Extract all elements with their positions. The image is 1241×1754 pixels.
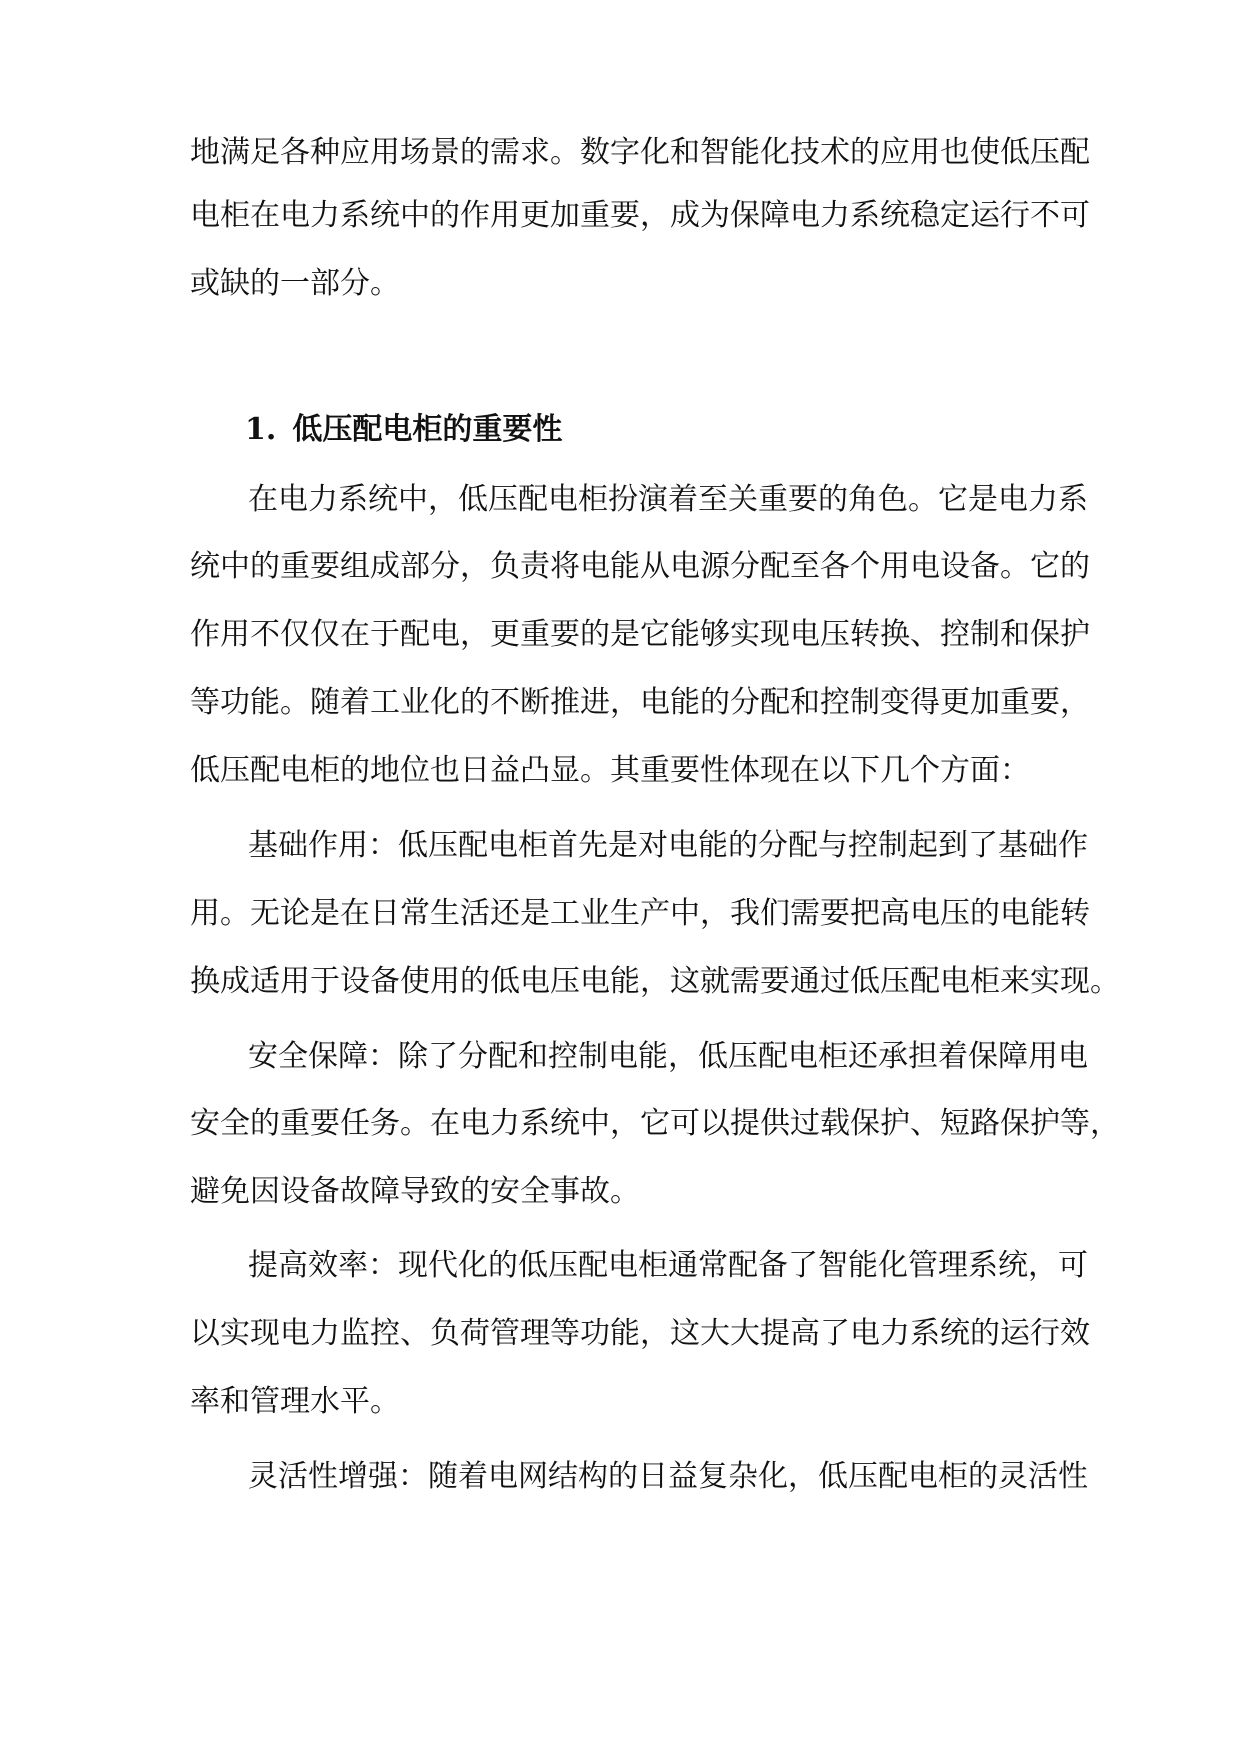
section-title: 低压配电柜的重要性 xyxy=(292,412,563,447)
paragraph-line: 以实现电力监控、负荷管理等功能，这大大提高了电力系统的运行效 xyxy=(190,1316,1090,1351)
paragraph-line: 等功能。随着工业化的不断推进，电能的分配和控制变得更加重要， xyxy=(190,685,1090,720)
paragraph-line: 作用不仅仅在于配电，更重要的是它能够实现电压转换、控制和保护 xyxy=(190,617,1090,652)
paragraph-line: 灵活性增强：随着电网结构的日益复杂化，低压配电柜的灵活性 xyxy=(248,1459,1088,1494)
paragraph-line: 地满足各种应用场景的需求。数字化和智能化技术的应用也使低压配 xyxy=(190,135,1090,170)
paragraph-line: 或缺的一部分。 xyxy=(190,266,400,301)
paragraph-line: 提高效率：现代化的低压配电柜通常配备了智能化管理系统，可 xyxy=(248,1248,1088,1283)
paragraph-line: 安全的重要任务。在电力系统中，它可以提供过载保护、短路保护等， xyxy=(190,1106,1120,1141)
paragraph-line: 用。无论是在日常生活还是工业生产中，我们需要把高电压的电能转 xyxy=(190,896,1090,931)
paragraph-line: 换成适用于设备使用的低电压电能，这就需要通过低压配电柜来实现。 xyxy=(190,964,1120,999)
paragraph-line: 基础作用：低压配电柜首先是对电能的分配与控制起到了基础作 xyxy=(248,828,1088,863)
paragraph-line: 率和管理水平。 xyxy=(190,1384,400,1419)
section-heading xyxy=(245,410,562,450)
paragraph-line: 统中的重要组成部分，负责将电能从电源分配至各个用电设备。它的 xyxy=(190,549,1090,584)
paragraph-line: 在电力系统中，低压配电柜扮演着至关重要的角色。它是电力系 xyxy=(248,482,1088,517)
paragraph-line: 安全保障：除了分配和控制电能，低压配电柜还承担着保障用电 xyxy=(248,1039,1088,1074)
paragraph-line: 电柜在电力系统中的作用更加重要，成为保障电力系统稳定运行不可 xyxy=(190,198,1090,233)
paragraph-line: 避免因设备故障导致的安全事故。 xyxy=(190,1174,640,1209)
paragraph-line: 低压配电柜的地位也日益凸显。其重要性体现在以下几个方面： xyxy=(190,753,1030,788)
section-number: 1. xyxy=(245,412,277,447)
